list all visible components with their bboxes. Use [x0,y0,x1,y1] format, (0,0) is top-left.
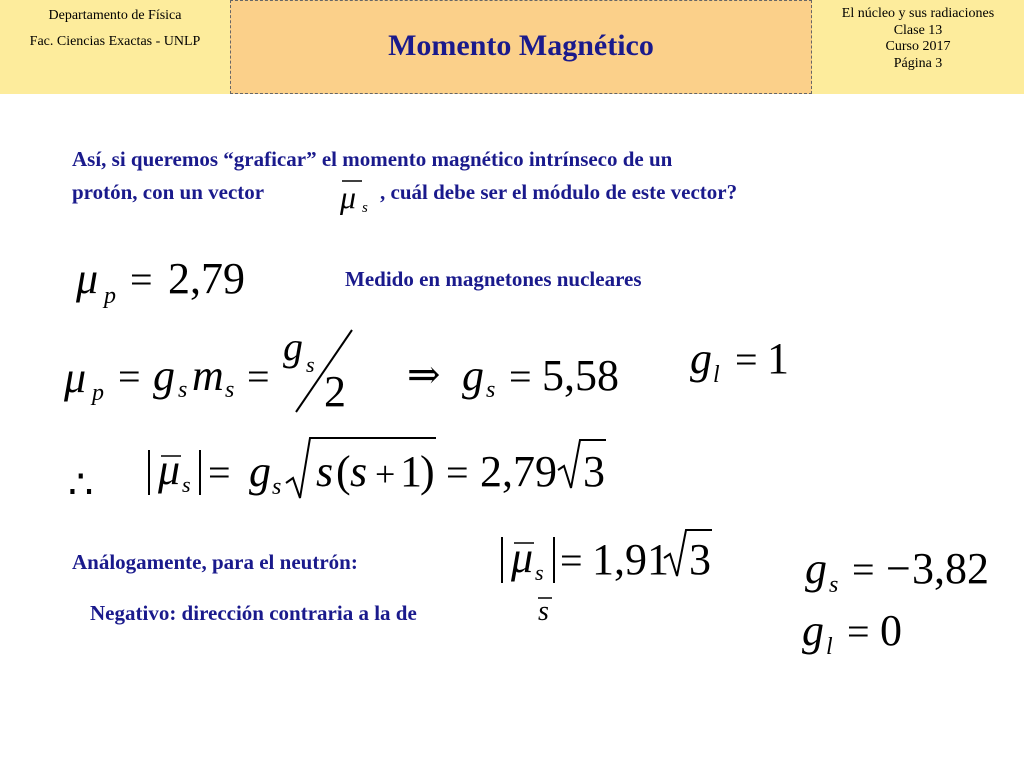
equation-symbol: = [509,354,532,399]
equation-symbol: 3 [689,535,711,584]
measured-label: Medido en magnetones nucleares [345,267,642,291]
equation-symbol: l [713,362,720,388]
equation-symbol: s [316,447,334,496]
department-label: Departamento de Física [48,8,182,23]
proton-modulus-equation [68,438,606,507]
equation-symbol: μ [64,353,87,402]
negative-label: Negativo: dirección contraria a la de [90,601,417,625]
equation-symbol: μ [158,445,181,494]
faculty-label: Fac. Ciencias Exactas - UNLP [29,34,201,49]
equation-symbol: = [735,337,758,382]
gl-proton-result [690,334,789,388]
equation-symbol: ∴ [68,462,94,507]
gs-neutron-result [805,544,989,598]
equation-symbol: 3 [583,447,605,496]
equation-symbol: = [852,547,875,592]
equation-symbol: s [225,377,235,403]
equation-symbol: l [826,634,833,660]
class-number: Clase 13 [893,22,943,38]
proton-moment-equation [75,254,245,309]
equation-symbol: g [462,351,484,400]
page-number: Página 3 [893,55,943,71]
equation-symbol: g [249,447,271,496]
equation-symbol: p [92,380,104,406]
intro-line-2b: , cuál debe ser el módulo de este vector? [380,180,738,204]
analog-label: Análogamente, para el neutrón: [72,550,358,574]
equation-symbol: s [306,352,315,377]
equation-symbol: s [829,572,839,598]
equation-symbol: s [182,472,191,497]
equation-symbol: = [130,257,153,302]
equation-symbol: s [362,200,368,216]
equation-symbol: g [283,324,303,369]
equation-symbol: + [375,454,396,494]
equation-symbol: g [805,544,827,593]
equation-symbol: p [104,283,116,309]
intro-line-2a: protón, con un vector [72,180,265,204]
equation-symbol: 3,82 [912,544,989,593]
intro-line-1: Así, si queremos “graficar” el momento magnético intrínseco de un [72,147,673,171]
equation-symbol: 1 [400,447,422,496]
equation-symbol: s [486,377,496,403]
equation-symbol: s [178,377,188,403]
equation-symbol: 0 [880,606,902,655]
equation-symbol: 2 [324,367,346,416]
equation-symbol: m [192,351,224,400]
inline-s-vector [538,596,552,627]
equation-symbol: = [560,538,583,583]
equation-symbol: g [802,606,824,655]
equation-symbol: ) [420,447,435,496]
gl-neutron-result [802,606,902,660]
equation-symbol: s [538,596,549,627]
equation-symbol: s [535,560,544,585]
equation-symbol: 2,79 [480,447,557,496]
equation-symbol: = [247,354,270,399]
inline-mu-s-vector [339,179,368,216]
slide-title: Momento Magnético [388,29,654,62]
equation-symbol: ( [336,447,351,496]
equation-symbol: 1 [767,334,789,383]
equation-symbol: = [118,354,141,399]
equation-symbol: μ [511,533,534,582]
course-name: El núcleo y sus radiaciones [841,6,995,21]
gs-proton-result [407,351,619,403]
equation-symbol: μ [340,179,357,215]
equation-symbol: 5,58 [542,351,619,400]
equation-symbol: ⇒ [407,352,441,397]
equation-symbol: 1,91 [592,535,669,584]
course-year: Curso 2017 [885,39,951,54]
equation-symbol: g [690,334,712,383]
equation-symbol: = [446,450,469,495]
equation-symbol: s [350,447,368,496]
equation-symbol: g [153,351,175,400]
equation-symbol: = [208,450,231,495]
equation-symbol: − [886,544,911,593]
equation-symbol: = [847,609,870,654]
neutron-modulus-equation [502,530,712,585]
equation-symbol: s [272,474,282,500]
gyromagnetic-equation [63,324,352,416]
equation-symbol: 2,79 [168,254,245,303]
equation-symbol: μ [76,254,99,303]
